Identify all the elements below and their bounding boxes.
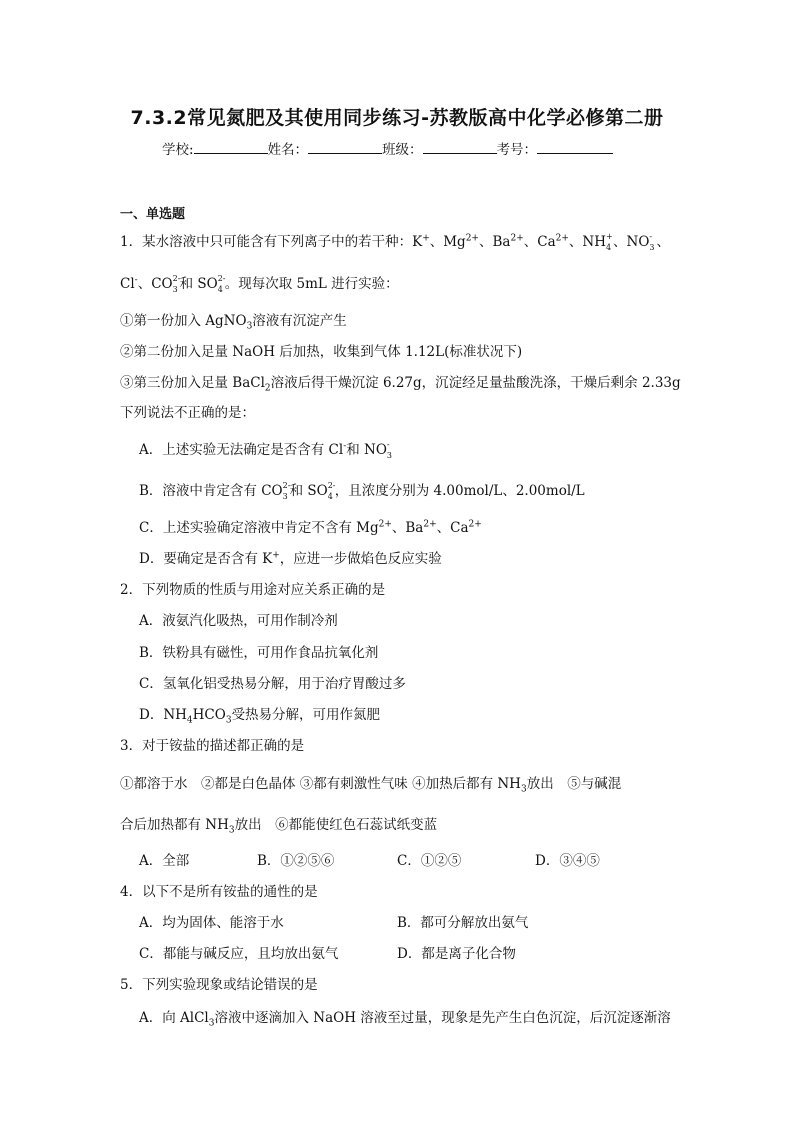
- q5-stem: 5．下列实验现象或结论错误的是: [120, 977, 318, 993]
- q3-option-c[interactable]: C．①②⑤: [397, 853, 462, 869]
- q3-option-d[interactable]: D．③④⑤: [535, 853, 600, 869]
- q3-statements-line2: 合后加热都有 $NH_3$放出 ⑥都能使红色石蕊试纸变蓝: [120, 817, 438, 836]
- school-label: 学校:: [162, 142, 194, 158]
- q1-option-a[interactable]: A．上述实验无法确定是否含有 Cl-和 NO - 3: [139, 439, 392, 460]
- q2-stem: 2．下列物质的性质与用途对应关系正确的是: [120, 582, 386, 598]
- q2-option-d[interactable]: D．$NH_4HCO_3$受热易分解，可用作氮肥: [139, 707, 381, 726]
- q4-option-d[interactable]: D．都是离子化合物: [397, 946, 516, 962]
- q3-statements-line1: ①都溶于水 ②都是白色晶体 ③都有刺激性气味 ④加热后都有 $NH_3$放出 ⑤与碱混: [120, 776, 622, 795]
- q3-option-a[interactable]: A．全部: [139, 853, 190, 869]
- q1-step3: ③第三份加入足量 BaCl$_2$溶液后得干燥沉淀 6.27g，沉淀经足量盐酸洗涤，干燥后剩余 2.33g: [120, 375, 681, 394]
- q1-step2: ②第二份加入足量 NaOH 后加热，收集到气体 1.12L(标准状况下): [120, 344, 523, 360]
- class-blank[interactable]: [423, 141, 497, 154]
- q4-option-c[interactable]: C．都能与碱反应，且均放出氨气: [139, 946, 339, 962]
- class-label: 班级：: [382, 142, 423, 158]
- q1-stem-line2: Cl-、CO 2- 3 和 SO 2- 4 。现每次取 5mL 进行实验：: [120, 273, 399, 294]
- q4-stem: 4．以下不是所有铵盐的通性的是: [120, 884, 318, 900]
- school-blank[interactable]: [194, 141, 268, 154]
- page-title: 7.3.2常见氮肥及其使用同步练习-苏教版高中化学必修第二册: [130, 107, 664, 129]
- q3-stem: 3．对于铵盐的描述都正确的是: [120, 738, 305, 754]
- q4-option-a[interactable]: A．均为固体、能溶于水: [139, 915, 284, 931]
- q1-question: 下列说法不正确的是：: [120, 405, 255, 421]
- section-heading: 一、单选题: [120, 207, 186, 222]
- id-label: 考号：: [496, 142, 538, 158]
- q1-option-b[interactable]: B．溶液中肯定含有 CO 2- 3 和 SO 2- 4 ，且浓度分别为 4.00mol/L、2.00mol/L: [139, 480, 585, 501]
- q1-option-d[interactable]: D．要确定是否含有 K+，应进一步做焰色反应实验: [139, 550, 442, 567]
- q1-stem-line1: 1．某水溶液中只可能含有下列离子中的若干种：K+、$Mg^{2+}$、$Ba^{2+}$、$Ca^{2+}$、NH + 4 、NO - 3 、: [120, 231, 670, 252]
- name-label: 姓名：: [267, 142, 309, 158]
- name-blank[interactable]: [308, 141, 382, 154]
- q2-option-b[interactable]: B．铁粉具有磁性，可用作食品抗氧化剂: [139, 645, 379, 661]
- q4-option-b[interactable]: B．都可分解放出氨气: [397, 915, 529, 931]
- q3-option-b[interactable]: B．①②⑤⑥: [257, 853, 335, 869]
- q1-option-c[interactable]: C．上述实验确定溶液中肯定不含有 $Mg^{2+}$、$Ba^{2+}$、$Ca^{2+}$: [139, 519, 482, 536]
- q1-step1: ①第一份加入 AgNO$_3$溶液有沉淀产生: [120, 313, 347, 332]
- q2-option-c[interactable]: C．氢氧化铝受热易分解，用于治疗胃酸过多: [139, 676, 406, 692]
- q2-option-a[interactable]: A．液氨汽化吸热，可用作制冷剂: [139, 613, 338, 629]
- q5-option-a[interactable]: A．向 AlCl$_3$溶液中逐滴加入 NaOH 溶液至过量，现象是先产生白色沉淀，后沉淀逐渐溶: [139, 1010, 671, 1029]
- id-blank[interactable]: [537, 141, 613, 154]
- student-info-line: [162, 138, 613, 158]
